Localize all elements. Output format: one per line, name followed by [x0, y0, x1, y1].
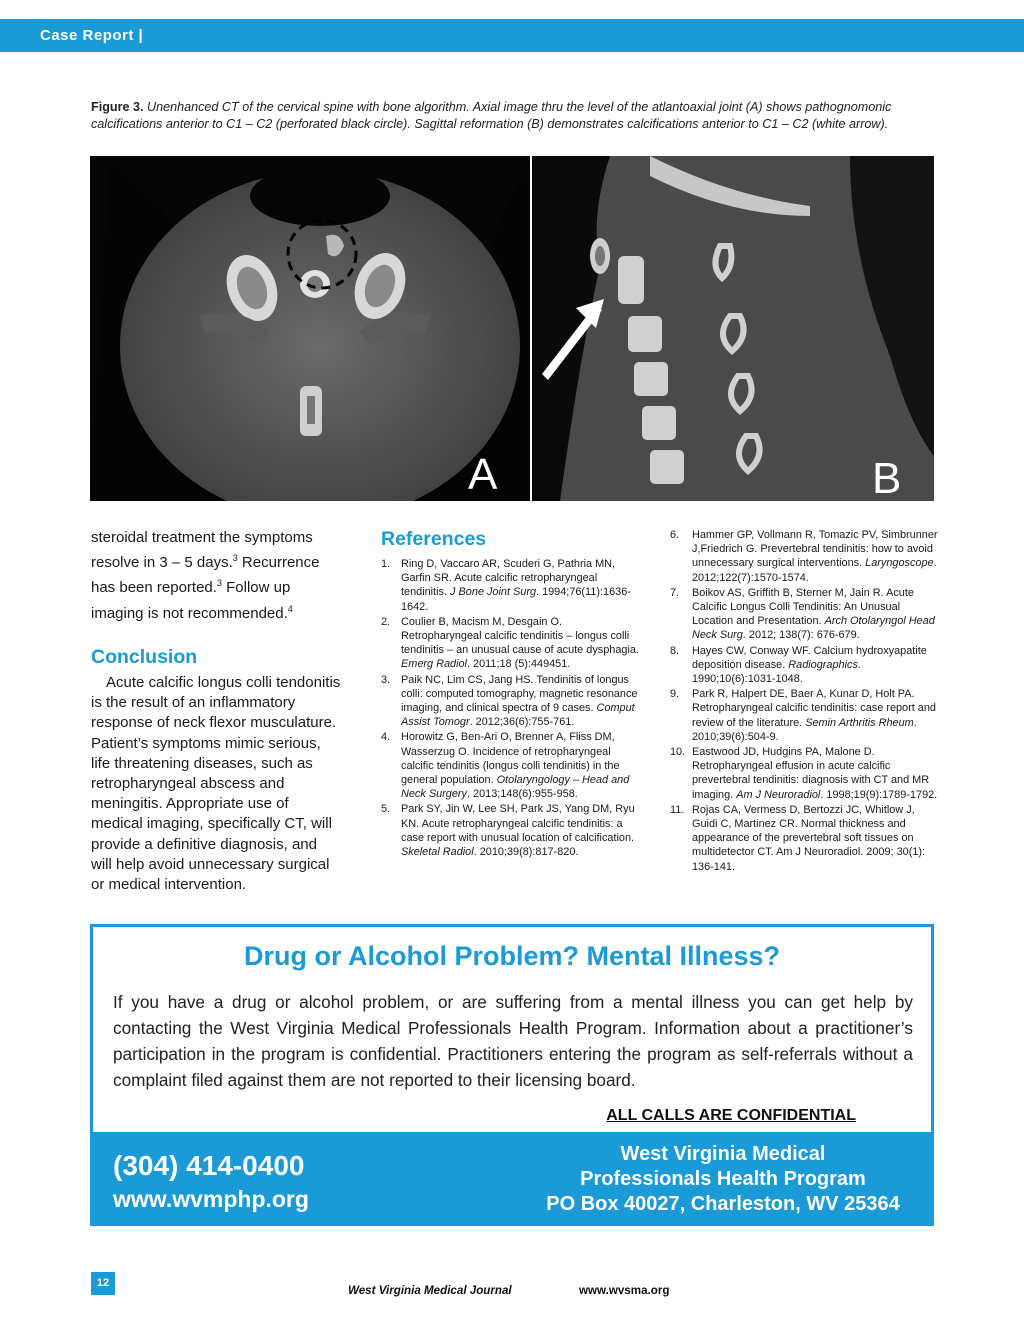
page-number: 12 [91, 1272, 115, 1295]
reference-text: Hayes CW, Conway WF. Calcium hydroxyapatite deposition disease. [692, 644, 927, 671]
reference-number: 10. [670, 746, 686, 759]
ad-org-address: PO Box 40027, Charleston, WV 25364 [546, 1193, 900, 1215]
reference-text: Rojas CA, Vermess D, Bertozzi JC, Whitlow J, Guidi C, Martinez CR. Normal thickness and appearance of the prevertebral soft tissues on multidetector CT. Am J Neuroradiol. 2009; 30(1): 136-141. [692, 803, 926, 873]
reference-number: 11. [670, 803, 685, 816]
reference-text: Coulier B, Macism M, Desgain O. Retropharyngeal calcific tendinitis – longus colli tendinitis – an unusual cause of acute dysphagia. [401, 615, 639, 657]
ad-organization [513, 1142, 933, 1217]
paragraph-text: Follow up imaging is not recommended. [91, 579, 291, 622]
reference-journal: Semin Arthritis Rheum [805, 716, 914, 729]
reference-text: Eastwood JD, Hudgins PA, Malone D. Retropharyngeal effusion in acute calcific prevertebral tendinitis: diagnosis with CT and MR imaging. [692, 746, 930, 801]
ad-website-link[interactable]: www.wvmphp.org [113, 1186, 309, 1212]
section-header-bar [0, 19, 1024, 52]
panel-a-label: A [468, 450, 498, 499]
paragraph-text: steroidal treatment the symptoms resolve in 3 – 5 days. [91, 529, 313, 572]
ad-confidential-note: ALL CALLS ARE CONFIDENTIAL [606, 1107, 856, 1124]
footer-website-link[interactable]: www.wvsma.org [579, 1284, 670, 1297]
reference-text: Boikov AS, Griffith B, Sterner M, Jain R. Acute Calcific Longus Colli Tendinitis: An Unusual Location and Presentation. [692, 586, 914, 628]
reference-journal: Radiographics [788, 658, 858, 671]
body-column-1 [91, 528, 341, 895]
reference-number: 1. [381, 558, 391, 570]
reference-number: 7. [670, 586, 680, 599]
reference-text: Park R, Halpert DE, Baer A, Kunar D, Holt PA. Retropharyngeal calcific tendinitis: case report and review of the literature. [692, 688, 936, 729]
reference-item [381, 557, 643, 614]
ad-org-line: West Virginia Medical [620, 1143, 826, 1165]
reference-item [381, 802, 643, 859]
reference-citation: . 1994;76(11):1636-1642. [401, 586, 631, 613]
references-column-2 [670, 528, 938, 875]
reference-journal: Skeletal Radiol [401, 846, 474, 859]
reference-item [670, 803, 938, 874]
reference-citation: . 2012;36(6):755-761. [469, 716, 575, 729]
references-list [381, 557, 643, 859]
references-heading: References [381, 528, 487, 550]
references-column-1 [381, 528, 643, 860]
citation-sup: 3 [216, 578, 222, 589]
continued-paragraph [91, 528, 341, 624]
ad-contact-band [93, 1132, 931, 1223]
section-label: Case Report | [40, 27, 144, 44]
axial-ct-panel [90, 156, 530, 501]
reference-citation: . 2013;148(6):955-958. [466, 788, 578, 801]
reference-citation: . 2011;18 (5):449451. [466, 658, 571, 671]
reference-number: 9. [670, 688, 680, 701]
reference-number: 2. [381, 615, 391, 628]
sagittal-ct-panel [533, 156, 934, 501]
mphp-advertisement [90, 924, 934, 1226]
figure-caption-text: Unenhanced CT of the cervical spine with bone algorithm. Axial image thru the level of the atlantoaxial joint (A) shows pathognomonic calcifications anterior to C1 – C2 (perforated black circle). Sagittal reformation (B) demonstrates calcifications anterior to C1 – C2 (white arrow). [91, 100, 892, 131]
reference-citation: . 1990;10(6):1031-1048. [692, 658, 861, 686]
reference-item [670, 687, 938, 744]
citation-sup: 3 [232, 553, 238, 564]
reference-journal: Emerg Radiol [401, 658, 467, 671]
reference-journal: Am J Neuroradiol [736, 788, 821, 801]
ct-images [90, 156, 934, 501]
reference-item [670, 586, 938, 643]
reference-text: Park SY, Jin W, Lee SH, Park JS, Yang DM, Ryu KN. Acute retropharyngeal calcific tendinitis: a case report with unusual location of calcification. [401, 803, 635, 844]
ad-title: Drug or Alcohol Problem? Mental Illness? [243, 941, 781, 971]
reference-number: 4. [381, 731, 391, 744]
reference-text: Ring D, Vaccaro AR, Scuderi G, Pathria MN, Garfin SR. Acute calcific retropharyngeal tendinitis. [401, 558, 616, 599]
ad-org-line: Professionals Health Program [580, 1168, 866, 1190]
reference-item [670, 528, 938, 585]
paragraph-text: Recurrence has been reported. [91, 554, 320, 597]
conclusion-heading: Conclusion [91, 645, 198, 668]
ad-phone[interactable]: (304) 414-0400 [113, 1150, 305, 1181]
reference-citation: . 2010;39(8):817-820. [473, 846, 579, 859]
references-list-continued [670, 528, 938, 874]
conclusion-text: Acute calcific longus colli tendonitis is the result of an inflammatory response of neck flexor musculature. Patient’s symptoms mimic serious, life threatening diseases, such as retropharyngeal abscess and meningitis. Appropriate use of medical imaging, specifically CT, will provide a definitive diagnosis, and will help avoid unnecessary surgical or medical intervention. [91, 674, 341, 894]
reference-journal: Otolaryngology – Head and Neck Surgery [401, 774, 630, 801]
reference-citation: . 2012; 138(7): 676-679. [742, 629, 860, 642]
ct-figure [90, 156, 934, 501]
reference-journal: Arch Otolaryngol Head Neck Surg [692, 615, 935, 642]
ad-body: If you have a drug or alcohol problem, or are suffering from a mental illness you can get help by contacting the West Virginia Medical Professionals Health Program. Information about a practitioner’s participation in the program is confidential. Practitioners entering the program as self-referrals without a complaint filed against them are not reported to their licensing board. [113, 992, 913, 1090]
reference-item [670, 745, 938, 802]
reference-number: 8. [670, 644, 680, 657]
reference-citation: . 2012;122(7):1570-1574. [692, 557, 937, 584]
reference-item [381, 730, 643, 801]
reference-number: 6. [670, 529, 680, 541]
reference-journal: Comput Assist Tomogr [401, 702, 635, 729]
reference-item [381, 673, 643, 730]
figure-caption [91, 99, 941, 132]
reference-item [670, 644, 938, 687]
reference-journal: J Bone Joint Surg [450, 586, 537, 599]
reference-item [381, 615, 643, 672]
citation-sup: 4 [287, 603, 293, 614]
reference-citation: . 2010;39(6):504-9. [692, 716, 917, 743]
reference-text: Paik NC, Lim CS, Jang HS. Tendinitis of longus colli: computed tomography, magnetic resonance imaging, and clinical spectra of 9 cases. [401, 673, 638, 715]
reference-number: 5. [381, 803, 391, 816]
footer-journal-name: West Virginia Medical Journal [348, 1284, 512, 1297]
reference-number: 3. [381, 673, 391, 686]
reference-text: Hammer GP, Vollmann R, Tomazic PV, Simbrunner J,Friedrich G. Prevertebral tendinitis: how to avoid unnecessary surgical interventions. [692, 529, 938, 570]
panel-b-label: B [872, 454, 902, 501]
reference-citation: . 1998;19(9):1789-1792. [820, 788, 938, 801]
reference-journal: Laryngoscope [865, 557, 934, 570]
figure-caption-label: Figure 3. [91, 100, 144, 114]
reference-text: Horowitz G, Ben-Ari O, Brenner A, Fliss DM, Wasserzug O. Incidence of retropharyngeal calcific tendinitis (longus colli tendinitis) in the general population. [401, 731, 620, 787]
